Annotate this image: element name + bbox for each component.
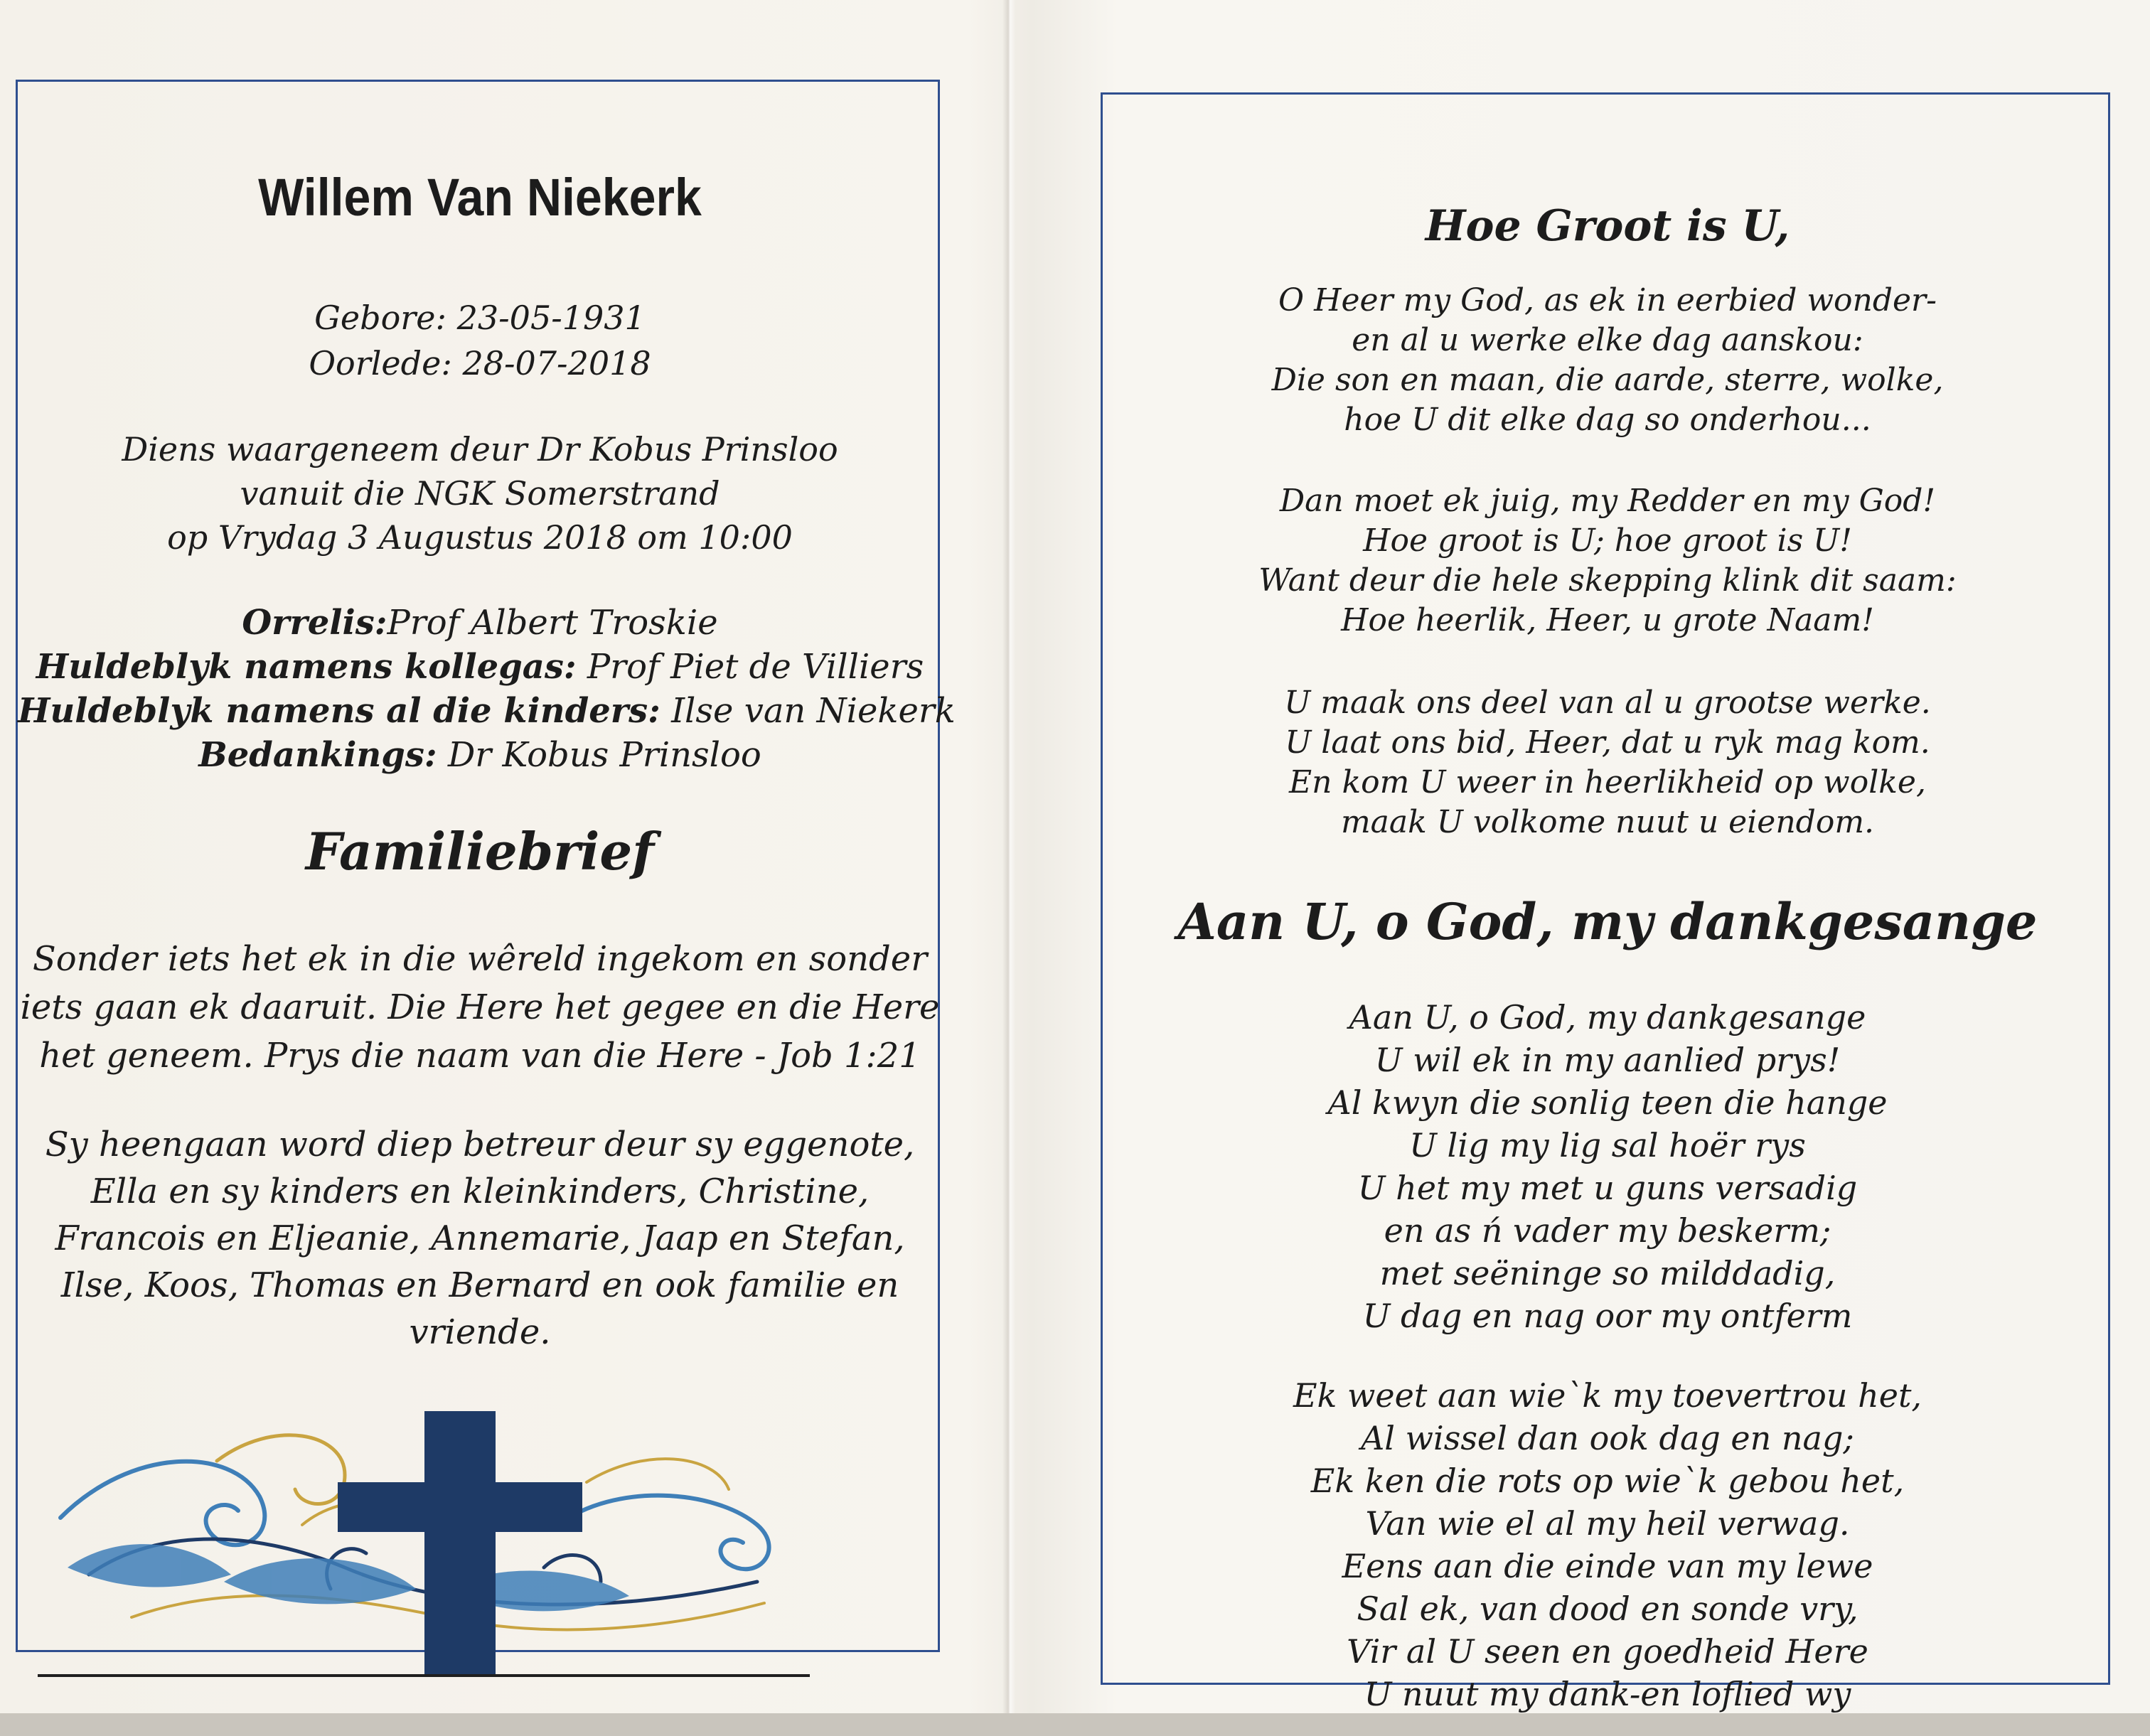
mourners-line: vriende. <box>409 1312 551 1352</box>
family-letter-heading: Familiebrief <box>305 821 655 882</box>
hymn-line: en as ń vader my beskerm; <box>1384 1211 1831 1250</box>
role-value: Dr Kobus Prinsloo <box>437 735 761 775</box>
card-fold <box>1002 0 1015 1713</box>
hymn-line: Ek weet aan wie`k my toevertrou het, <box>1293 1376 1922 1415</box>
service-line: vanuit die NGK Somerstrand <box>240 474 720 513</box>
left-panel <box>16 80 956 1652</box>
hymn-line: U maak ons deel van al u grootse werke. <box>1284 685 1931 721</box>
hymn-line: U wil ek in my aanlied prys! <box>1374 1041 1841 1079</box>
dates <box>18 295 942 386</box>
hymn-line: Hoe groot is U; hoe groot is U! <box>1363 523 1852 559</box>
role-label: Huldeblyk namens kollegas: <box>36 647 577 687</box>
hymn1-stanza <box>1103 481 2112 641</box>
hymn-line: U nuut my dank-en loflied wy <box>1364 1675 1851 1713</box>
hymn-line: U het my met u guns versadig <box>1357 1169 1858 1207</box>
role-tribute-colleagues <box>18 645 942 689</box>
mourners-text <box>18 1121 942 1356</box>
verse-line: het geneem. Prys die naam van die Here - Job 1:21 <box>39 1036 921 1076</box>
service-line: Diens waargeneem deur Dr Kobus Prinsloo <box>122 430 838 468</box>
hymn-line: Hoe heerlik, Heer, u grote Naam! <box>1341 602 1874 638</box>
hymn-line: Al wissel dan ook dag en nag; <box>1361 1419 1854 1457</box>
death-date: Oorlede: 28-07-2018 <box>309 344 651 382</box>
verse-line: Sonder iets het ek in die wêreld ingekom en sonder <box>32 939 928 979</box>
hymn1-title: Hoe Groot is U, <box>1425 201 1790 251</box>
role-value: Prof Piet de Villiers <box>576 647 924 687</box>
role-value: Prof Albert Troskie <box>387 603 718 643</box>
hymn-line: Al kwyn die sonlig teen die hange <box>1327 1083 1888 1122</box>
hymn-line: Aan U, o God, my dankgesange <box>1349 998 1866 1036</box>
service-line: op Vrydag 3 Augustus 2018 om 10:00 <box>167 518 793 557</box>
deceased-name: Willem Van Niekerk <box>258 168 702 227</box>
hymn2-stanza <box>1103 996 2112 1337</box>
hymn-line: Want deur die hele skepping klink dit saam: <box>1258 562 1957 599</box>
birth-date: Gebore: 23-05-1931 <box>314 299 646 337</box>
hymn-line: Die son en maan, die aarde, sterre, wolke, <box>1271 362 1944 398</box>
role-label: Orrelis: <box>242 603 387 643</box>
scripture-verse <box>18 935 942 1080</box>
hymn-line: hoe U dit elke dag so onderhou... <box>1344 402 1871 438</box>
hymn2-stanza <box>1103 1374 2112 1715</box>
hymn-line: Van wie el al my heil verwag. <box>1365 1504 1850 1543</box>
hymn1-stanza <box>1103 683 2112 842</box>
hymn-line: maak U volkome nuut u eiendom. <box>1340 804 1875 840</box>
hymn-line: Eens aan die einde van my lewe <box>1342 1547 1873 1585</box>
hymn-line: en al u werke elke dag aanskou: <box>1352 322 1863 358</box>
role-thanks <box>18 733 942 777</box>
mourners-line: Ella en sy kinders en kleinkinders, Christine, <box>90 1172 870 1211</box>
role-label: Huldeblyk namens al die kinders: <box>18 691 660 731</box>
hymn-line: Vir al U seen en goedheid Here <box>1347 1632 1868 1671</box>
role-tribute-children <box>18 689 956 733</box>
hymn-line: En kom U weer in heerlikheid op wolke, <box>1289 764 1926 800</box>
right-panel <box>1101 92 2110 1713</box>
hymn-line: O Heer my God, as ek in eerbied wonder- <box>1278 282 1937 318</box>
service-roles <box>18 601 956 777</box>
hymn-line: U laat ons bid, Heer, dat u ryk mag kom. <box>1285 724 1930 761</box>
mourners-line: Francois en Eljeanie, Annemarie, Jaap en Stefan, <box>55 1218 905 1258</box>
service-details <box>18 427 942 559</box>
cross-with-swirls-icon <box>46 1404 814 1674</box>
hymn-line: met seëninge so milddadig, <box>1379 1254 1836 1292</box>
hymn2-title: Aan U, o God, my dankgesange <box>1177 892 2038 951</box>
hymn-line: U lig my lig sal hoër rys <box>1409 1126 1806 1164</box>
hymn-line: Sal ek, van dood en sonde vry, <box>1357 1590 1858 1628</box>
role-value: Ilse van Niekerk <box>660 691 956 731</box>
hymn1-stanza <box>1103 281 2112 440</box>
mourners-line: Ilse, Koos, Thomas en Bernard en ook familie en <box>60 1265 899 1305</box>
hymn-line: Dan moet ek juig, my Redder en my God! <box>1279 483 1936 519</box>
bottom-rule <box>38 1674 810 1677</box>
verse-line: iets gaan ek daaruit. Die Here het gegee en die Here <box>20 987 940 1027</box>
role-organist <box>18 601 942 645</box>
hymn-line: Ek ken die rots op wie`k gebou het, <box>1310 1462 1905 1500</box>
role-label: Bedankings: <box>198 735 437 775</box>
mourners-line: Sy heengaan word diep betreur deur sy eggenote, <box>45 1125 915 1164</box>
hymn-line: U dag en nag oor my ontferm <box>1362 1297 1853 1335</box>
